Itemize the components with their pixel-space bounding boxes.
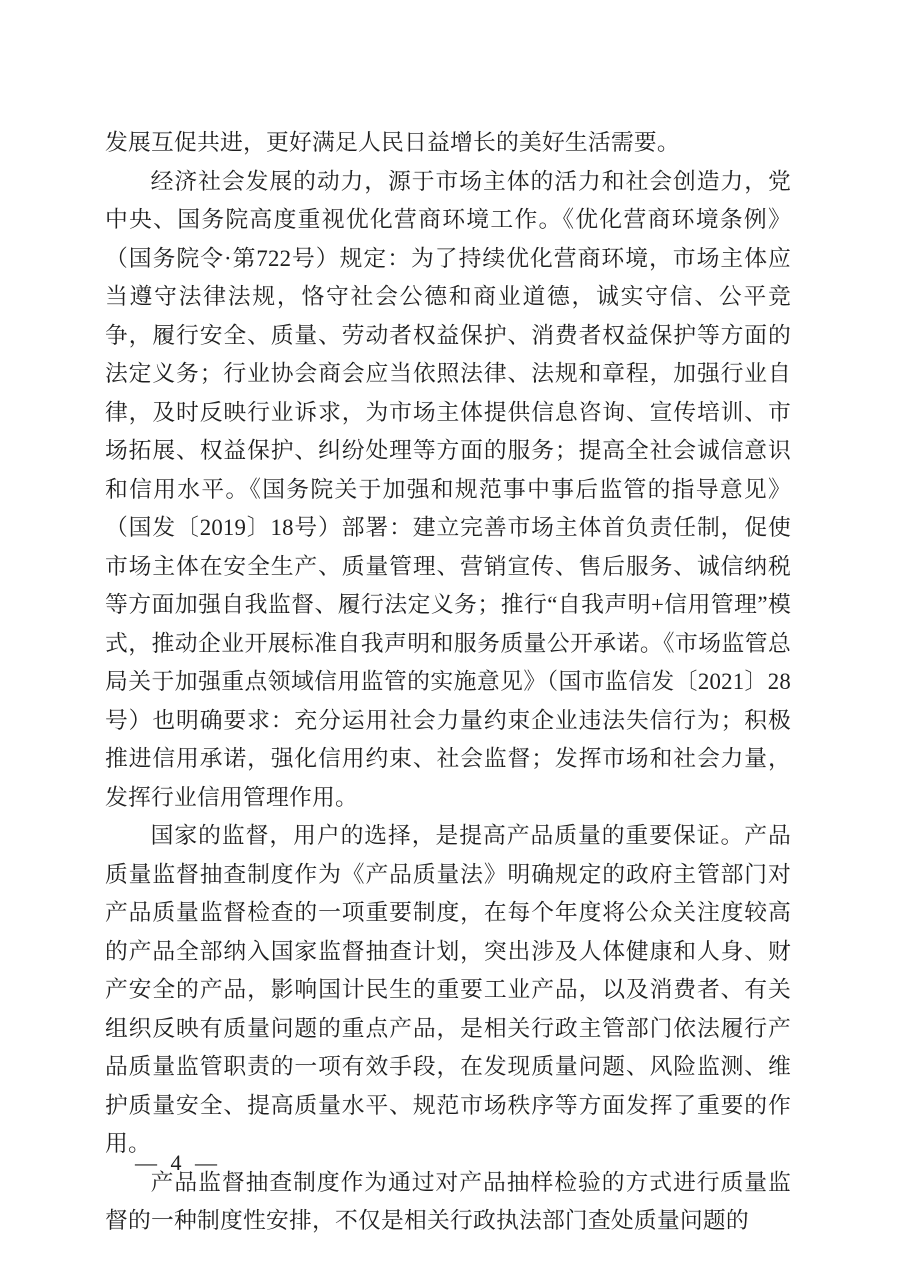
paragraph: 产品监督抽查制度作为通过对产品抽样检验的方式进行质量监督的一种制度性安排，不仅是相关行政执法部门查处质量问题的 [105, 1169, 791, 1233]
paragraph: 发展互促共进，更好满足人民日益增长的美好生活需要。 [105, 130, 680, 155]
document-text-block [105, 124, 791, 1241]
paragraph: 经济社会发展的动力，源于市场主体的活力和社会创造力，党中央、国务院高度重视优化营商环境工作。《优化营商环境条例》（国务院令·第722号）规定：为了持续优化营商环境，市场主体应当遵守法律法规，恪守社会公德和商业道德，诚实守信、公平竞争，履行安全、质量、劳动者权益保护、消费者权益保护等方面的法定义务；行业协会商会应当依照法律、法规和章程，加强行业自律，及时反映行业诉求，为市场主体提供信息咨询、宣传培训、市场拓展、权益保护、纠纷处理等方面的服务；提高全社会诚信意识和信用水平。《国务院关于加强和规范事中事后监管的指导意见》（国发〔2019〕18号）部署：建立完善市场主体首负责任制，促使市场主体在安全生产、质量管理、营销宣传、售后服务、诚信纳税等方面加强自我监督、履行法定义务；推行“自我声明+信用管理”模式，推动企业开展标准自我声明和服务质量公开承诺。《市场监管总局关于加强重点领域信用监管的实施意见》（国市监信发〔2021〕28号）也明确要求：充分运用社会力量约束企业违法失信行为；积极推进信用承诺，强化信用约束、社会监督；发挥市场和社会力量，发挥行业信用管理作用。 [105, 168, 791, 810]
page-number: — 4 — [135, 1150, 221, 1175]
paragraph: 国家的监督，用户的选择，是提高产品质量的重要保证。产品质量监督抽查制度作为《产品质量法》明确规定的政府主管部门对产品质量监督检查的一项重要制度，在每个年度将公众关注度较高的产品全部纳入国家监督抽查计划，突出涉及人体健康和人身、财产安全的产品，影响国计民生的重要工业产品，以及消费者、有关组织反映有质量问题的重点产品，是相关行政主管部门依法履行产品质量监管职责的一项有效手段，在发现质量问题、风险监测、维护质量安全、提高质量水平、规范市场秩序等方面发挥了重要的作用。 [105, 823, 791, 1156]
